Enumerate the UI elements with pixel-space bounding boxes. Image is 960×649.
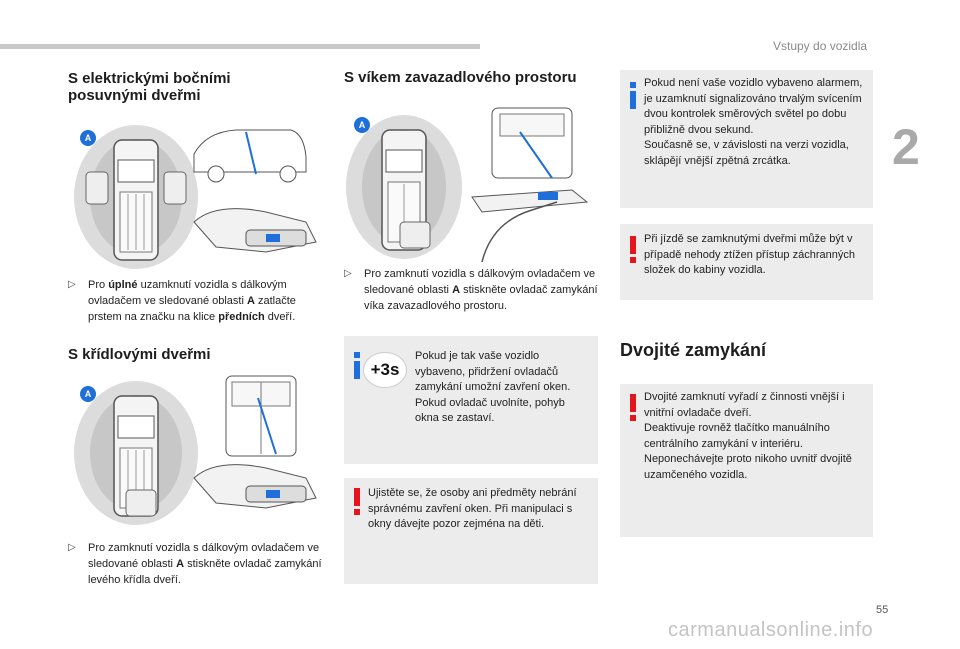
heading-deadlocking: Dvojité zamykání [620,340,767,360]
warning-text: Při jízdě se zamknutými dveřmi může být v případě nehody ztížen přístup záchranných složek do kabiny vozidla. [644,233,855,276]
heading-tailgate: S víkem zavazadlového prostoru [344,69,577,86]
info-box-signal [620,70,873,208]
bullet-icon: ▷ [68,279,76,290]
warning-box-driving [620,224,873,300]
heading-line-2: posuvnými dveřmi [68,87,201,104]
instruction-tailgate: ▷ Pro zamknutí vozidla s dálkovým ovladačem ve sledované oblasti A stiskněte ovladač zamykání víka zavazadlového prostoru. [344,268,598,312]
hold-3s-icon: +3s [363,352,407,388]
section-title: Vstupy do vozidla [773,39,868,53]
heading-line-1: S elektrickými bočními [68,70,231,87]
bullet-icon: ▷ [68,542,76,553]
info-box-windows [344,336,598,464]
heading-wing-doors: S křídlovými dveřmi [68,346,211,363]
heading-sliding-doors [68,70,231,104]
chapter-number: 2 [892,119,920,175]
info-text: Pokud není vaše vozidlo vybaveno alarmem, je uzamknutí signalizováno trvalým svícením dvou kontrolek směrových světel po dobu přibližně dvou sekund. Současně se, v závislosti na verzi vozidla, sklápějí vnější zpětná zrcátka. [644,77,863,167]
illustration-wing-doors [66,368,336,528]
illustration-sliding-doors [66,112,336,272]
bullet-icon: ▷ [344,268,352,279]
header-rule [0,44,480,49]
watermark: carmanualsonline.info [668,619,874,641]
instruction-wing-doors: ▷ Pro zamknutí vozidla s dálkovým ovladačem ve sledované oblasti A stiskněte ovladač zamykání levého křídla dveří. [68,542,322,586]
illustration-tailgate [342,102,602,262]
warning-box-deadlocking [620,384,873,537]
page-number: 55 [876,604,889,616]
warning-box-windows [344,478,598,584]
instruction-sliding-doors: ▷ Pro úplné uzamknutí vozidla s dálkovým ovladačem ve sledované oblasti A zatlačte prstem na značku na klice předních dveří. [68,279,296,323]
area-label-a: A [80,130,96,146]
area-label-a: A [354,117,370,133]
info-text: Pokud je tak vaše vozidlo vybaveno, přidržení ovladačů zamykání umožní zavření oken. Pokud ovladač uvolníte, pohyb okna se zastaví. [415,350,571,424]
warning-text: Ujistěte se, že osoby ani předměty nebrání správnému zavření oken. Při manipulaci s okny dávejte pozor zejména na děti. [368,487,577,530]
warning-text: Dvojité zamknutí vyřadí z činnosti vnější i vnitřní ovladače dveří. Deaktivuje rovněž tlačítko manuálního centrálního zamykání v interiéru. Neponechávejte proto nikoho uvnitř dvojitě uzamčeného vozidla. [644,391,852,481]
area-label-a: A [80,386,96,402]
